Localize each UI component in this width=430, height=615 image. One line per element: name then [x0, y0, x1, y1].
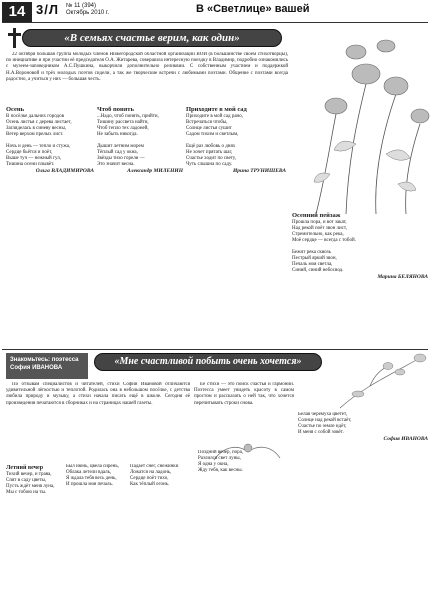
- bottom-banner: [94, 353, 322, 371]
- bottom-mid-text: [194, 382, 294, 448]
- top-banner: [22, 29, 282, 47]
- flower-illustration: [286, 24, 430, 214]
- poem-line: Солнце над рекой встаёт,: [298, 418, 352, 423]
- issue-date: Октябрь 2010 г.: [66, 10, 110, 16]
- poem-line: Ещё раз любовь о днях: [186, 144, 236, 149]
- poem-line: Загляделась в синеву весны,: [6, 126, 67, 131]
- sprig-illustration: [330, 350, 428, 410]
- poem-line: Мы с тобою на ты.: [6, 490, 47, 495]
- poem-line: Дышит летним морем: [97, 144, 144, 149]
- poem-column-2: [97, 104, 183, 350]
- meet-label: Знакомьтесь: поэтесса: [10, 357, 79, 363]
- poem-line: Ветер верхом прелых лист.: [6, 132, 64, 137]
- poem-line: Сердце поёт тихо,: [130, 476, 169, 481]
- top-intro-paragraph: 22 октября большая группа молодых членов Нижегородской областной организации ВОИ (в большинстве своём стихотворцы), по инициативе и при участии её председателя О.А. Житарева, совершила интересную поездку в Владимир, подробно ознакомились с музеем-заповедником А.С.Пушкина, выкорчили дополнительно реликвии. С собственным участием и поддержкой Н.А.Вороновой и трёх молодых поэтов сидели, а так же творческие встречи с любимыми поэтами. Общение с поэтами всегда радостно, а учиться у них — большая честь.: [6, 52, 288, 82]
- poem-line: Встречаться чтобы,: [186, 120, 228, 125]
- poem-author: Марина БЕЛЯНОВА: [377, 274, 428, 280]
- poem-title: Чтоб понять: [97, 106, 134, 113]
- bottom-mid-paragraph: Её стихи — это поиск счастья и гармонии. Поэтесса умеет увидеть красоту в самом простом и рассказать о ней так, что хочется перечитывать строки снова.: [194, 382, 294, 406]
- poem-line: Я одна у окна,: [198, 462, 229, 467]
- section-title: В «Светлице» вашей: [196, 3, 310, 15]
- poem-line: Сердце бьётся и поёт,: [6, 150, 53, 155]
- poem-line: Счастье по земле идёт,: [298, 424, 347, 429]
- issue-info: [66, 3, 109, 17]
- poem-line: ...Надо, чтоб понять, прийти,: [97, 114, 159, 119]
- poem-column-1: [6, 104, 94, 350]
- bottom-intro-text: [6, 382, 190, 462]
- page-number: 14: [2, 2, 32, 22]
- poem-column-3: [186, 104, 286, 350]
- top-intro-text: [6, 52, 288, 102]
- poem-title: Осень: [6, 106, 25, 113]
- newspaper-logo: 3/Л: [36, 2, 59, 17]
- poem-author: Ольга ВЛАДИМИРОВА: [35, 168, 94, 174]
- poem-line: Бежит река сквозь: [292, 250, 331, 255]
- poem-line: Тихий вечер, и трава,: [6, 472, 52, 477]
- poem-line: Разлился свет луны,: [198, 456, 241, 461]
- poem-line: Не хочет прятать шаг,: [186, 150, 233, 155]
- poem-line: Синий, синий небосвод.: [292, 268, 344, 273]
- poem-title: Осенний пейзаж: [292, 212, 341, 219]
- bottom-poem-2: [66, 464, 126, 612]
- poem-line: Приходите в мой сад рано,: [186, 114, 243, 119]
- poem-line: И прошла моя печаль.: [66, 482, 114, 487]
- page-header: [0, 0, 430, 26]
- poem-line: Облака летели вдаль,: [66, 470, 112, 475]
- poem-line: Стремительно, как река,: [292, 232, 344, 237]
- meet-box: [6, 353, 88, 379]
- poem-line: Я ждала тебя весь день,: [66, 476, 117, 481]
- poem-author: Александр МИЛЕНИН: [127, 168, 183, 174]
- poem-column-4: [292, 210, 428, 350]
- poem-line: Спят в саду цветы,: [6, 478, 47, 483]
- poem-author: София ИВАНОВА: [383, 436, 428, 442]
- poem-line: Звёзды тихо горели —: [97, 156, 145, 161]
- bottom-poem-5: [298, 412, 428, 610]
- bottom-poem-4: [198, 450, 294, 610]
- poem-line: Моё сердце — всегда с тобой.: [292, 238, 356, 243]
- poem-line: Печаль моя светла,: [292, 262, 333, 267]
- poem-line: Тишину рассвета найти,: [97, 120, 149, 125]
- issue-number: № 11 (394): [66, 3, 97, 9]
- poem-line: Пестрый яркий звон,: [292, 256, 337, 261]
- poem-line: Пусть ждёт меня луна,: [6, 484, 55, 489]
- poem-author: Ирина ТРУНИШЕВА: [233, 168, 286, 174]
- bottom-banner-text: «Мне счастливой побыть очень хочется»: [114, 356, 302, 367]
- poem-line: Солнце листья сушит: [186, 126, 232, 131]
- poem-line: Не забыть никогда.: [97, 132, 138, 137]
- poem-line: Чуть слышна по саду.: [186, 162, 233, 167]
- poem-line: Тишина осени плывёт.: [6, 162, 55, 167]
- poem-line: И меня с собой зовёт.: [298, 430, 344, 435]
- poem-line: Тёплый сад у окна,: [97, 150, 138, 155]
- meet-name: София ИВАНОВА: [10, 365, 63, 371]
- bottom-poem-1: [6, 464, 62, 612]
- poem-line: Счастье ходит по свету,: [186, 156, 237, 161]
- poem-line: Прошла пора, и вот закат,: [292, 220, 347, 225]
- bottom-poem-3: [130, 464, 194, 612]
- poem-line: Поздний вечер, пора,: [198, 450, 244, 455]
- poem-line: Выше туч — нежный гул,: [6, 156, 62, 161]
- poem-line: Ложатся на ладонь,: [130, 470, 172, 475]
- poem-line: Чтоб тепло тех ладоней,: [97, 126, 149, 131]
- poem-line: Жду тебя, как весны.: [198, 468, 243, 473]
- poem-line: Осень листья с дерева листает,: [6, 120, 72, 125]
- poem-line: Был июнь, цвела сирень,: [66, 464, 119, 469]
- poem-line: Над рекой поёт звон лист,: [292, 226, 347, 231]
- poem-line: Ночь и день — тепло и стужа,: [6, 144, 71, 149]
- poem-line: Как тёплый огонь.: [130, 482, 170, 487]
- poem-line: Садом тихим и светлым,: [186, 132, 239, 137]
- bottom-intro-paragraph: По отзывам специалистов и читателей, стихи Софии Ивановой отличаются удивительной лёгкостью и теплотой. Родилась она в небольшом посёлке, с детства любила природу и музыку, а стихи начала писать ещё в школе. Сегодня её произведения печатаются в сборниках и на страницах нашей газеты.: [6, 382, 190, 406]
- poem-line: Это значит весна.: [97, 162, 135, 167]
- header-divider: [2, 22, 428, 23]
- poem-subhead: Летний вечер: [6, 465, 44, 471]
- poem-title: Приходите в мой сад: [186, 106, 247, 113]
- poem-line: Белая черёмуха цветёт,: [298, 412, 348, 417]
- poem-line: В посёлке дальних городов: [6, 114, 64, 119]
- poem-line: Падает снег, снежинки: [130, 464, 179, 469]
- top-banner-text: «В семьях счастье верим, как один»: [64, 32, 240, 44]
- cross-icon: [8, 28, 22, 48]
